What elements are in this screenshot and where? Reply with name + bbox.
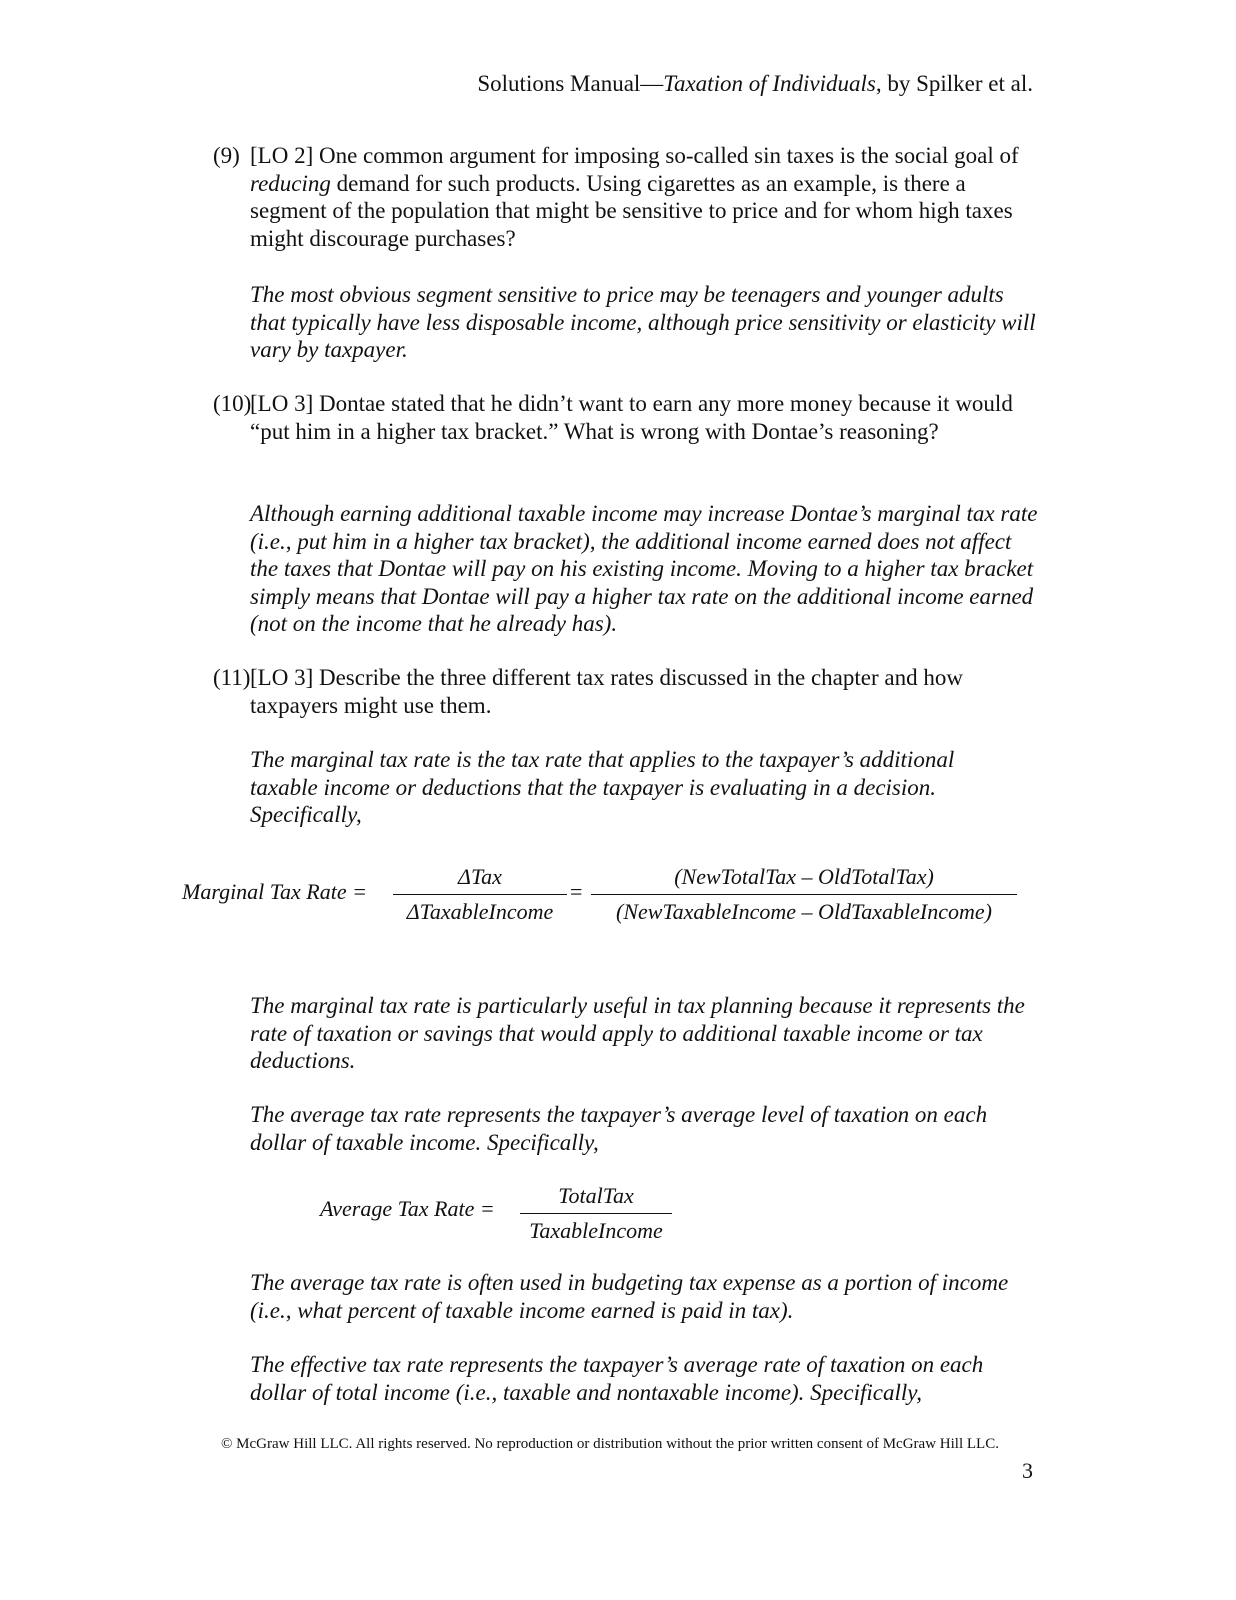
answer-11-average-use: The average tax rate is often used in budgeting tax expense as a portion of income (i.e., what percent of taxable income earned is paid in tax). (250, 1270, 1009, 1323)
running-header (477, 70, 1033, 98)
answer-9: The most obvious segment sensitive to price may be teenagers and younger adults that typically have less disposable income, although price sensitivity or elasticity will vary by taxpayer. (250, 282, 1036, 362)
question-11 (213, 664, 1033, 719)
question-number: (9) (213, 143, 240, 168)
fraction-denominator: (NewTaxableIncome – OldTaxableIncome) (616, 899, 992, 924)
answer-11-marginal-use: The marginal tax rate is particularly useful in tax planning because it represents the rate of taxation or savings that would apply to additional taxable income or tax deductions. (250, 993, 1025, 1073)
formula-lhs: Average Tax Rate = (320, 1196, 495, 1221)
question-number: (10) (213, 391, 252, 416)
fraction-average (520, 1183, 672, 1244)
question-10 (213, 390, 1033, 445)
emphasis-reducing: reducing (250, 170, 331, 196)
answer-11-effective-intro: The effective tax rate represents the taxpayer’s average rate of taxation on each dollar of total income (i.e., taxable and nontaxable income). Specifically, (250, 1352, 984, 1405)
header-suffix: , by Spilker et al. (875, 71, 1033, 96)
question-9 (213, 142, 1033, 252)
fraction-numerator: (NewTotalTax – OldTotalTax) (674, 864, 934, 889)
question-number: (11) (213, 665, 251, 690)
header-prefix: Solutions Manual— (477, 71, 664, 96)
question-text: [LO 3] Dontae stated that he didn’t want to earn any more money because it would “put him in a higher tax bracket.” What is wrong with Dontae’s reasoning? (250, 391, 1013, 444)
answer-11-average-intro: The average tax rate represents the taxpayer’s average level of taxation on each dollar of taxable income. Specifically, (250, 1102, 988, 1155)
page-number: 3 (1022, 1458, 1033, 1483)
formula-lhs: Marginal Tax Rate = (182, 879, 367, 904)
fraction-denominator: ΔTaxableIncome (406, 899, 554, 924)
fraction-delta (393, 864, 567, 925)
fraction-numerator: ΔTax (458, 864, 502, 889)
fraction-numerator: TotalTax (558, 1183, 634, 1208)
formula-equals: = (570, 879, 583, 904)
answer-11-marginal-intro: The marginal tax rate is the tax rate that applies to the taxpayer’s additional taxable income or deductions that the taxpayer is evaluating in a decision. Specifically, (250, 747, 955, 827)
fraction-difference (591, 864, 1017, 925)
copyright-footer: © McGraw Hill LLC. All rights reserved. No reproduction or distribution without the prior written consent of McGraw Hill LLC. (221, 1436, 999, 1452)
question-text: [LO 2] One common argument for imposing so-called sin taxes is the social goal of reducing demand for such products. Using cigarettes as an example, is there a segment of the population that might be sensitive to price and for whom high taxes might discourage purchases? (250, 143, 1019, 251)
question-text: [LO 3] Describe the three different tax rates discussed in the chapter and how taxpayers might use them. (250, 665, 963, 718)
header-book-title: Taxation of Individuals (663, 71, 876, 96)
fraction-denominator: TaxableIncome (529, 1218, 663, 1243)
answer-10: Although earning additional taxable income may increase Dontae’s marginal tax rate (i.e., put him in a higher tax bracket), the additional income earned does not affect the taxes that Dontae will pay on his existing income. Moving to a higher tax bracket simply means that Dontae will pay a higher tax rate on the additional income earned (not on the income that he already has). (250, 501, 1038, 636)
